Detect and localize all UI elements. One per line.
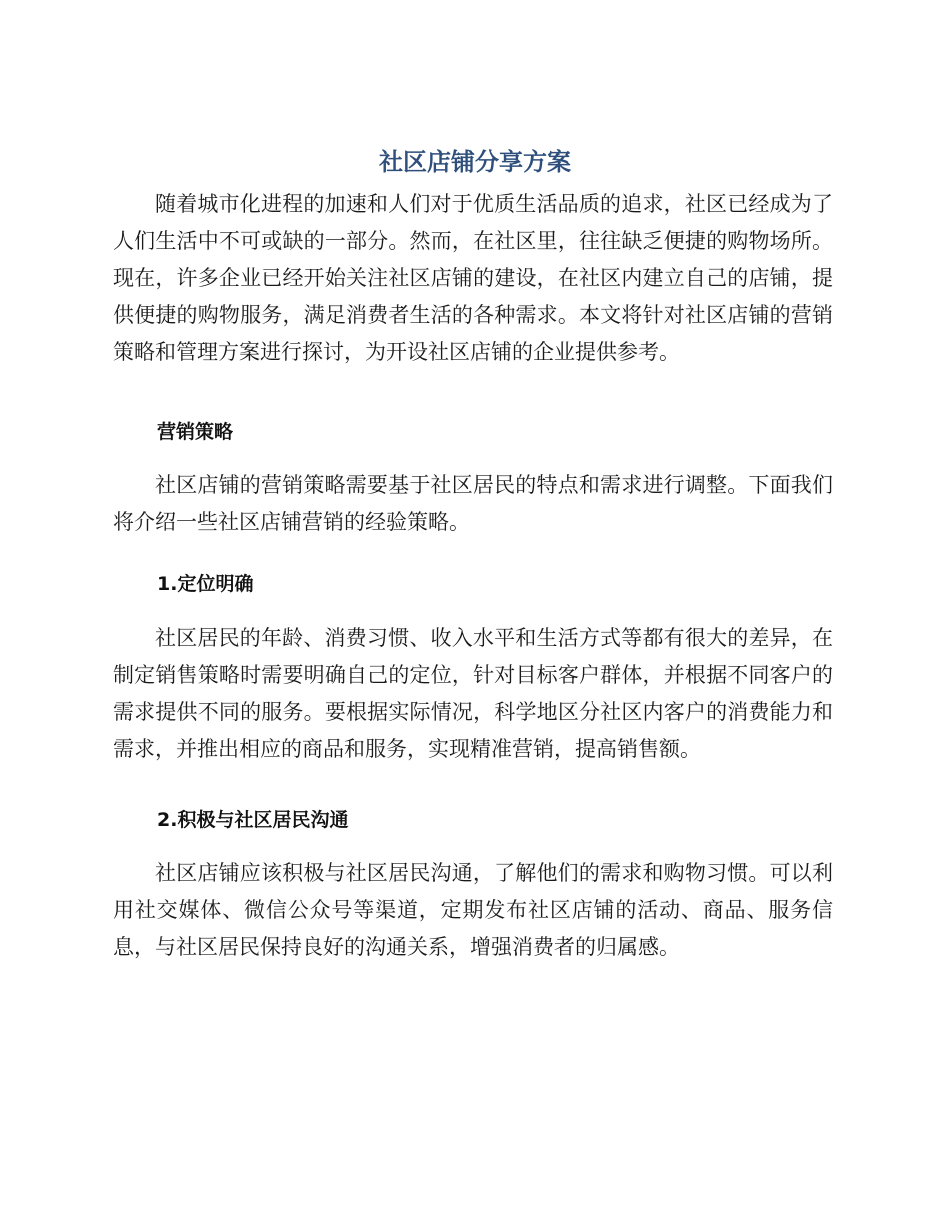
subsection-body-positioning: 社区居民的年龄、消费习惯、收入水平和生活方式等都有很大的差异，在制定销售策略时需要明确自己的定位，针对目标客户群体，并根据不同客户的需求提供不同的服务。要根据实际情况，科学地区分社区内客户的消费能力和需求，并推出相应的商品和服务，实现精准营销，提高销售额。	[113, 626, 833, 761]
intro-paragraph: 随着城市化进程的加速和人们对于优质生活品质的追求，社区已经成为了人们生活中不可或缺的一部分。然而，在社区里，往往缺乏便捷的购物场所。现在，许多企业已经开始关注社区店铺的建设，在社区内建立自己的店铺，提供便捷的购物服务，满足消费者生活的各种需求。本文将针对社区店铺的营销策略和管理方案进行探讨，为开设社区店铺的企业提供参考。	[113, 192, 833, 364]
subsection-heading-positioning: 1.定位明确	[157, 573, 254, 595]
subsection-heading-communication: 2.积极与社区居民沟通	[157, 809, 349, 831]
section-intro-paragraph: 社区店铺的营销策略需要基于社区居民的特点和需求进行调整。下面我们将介绍一些社区店铺营销的经验策略。	[113, 473, 833, 534]
document-title: 社区店铺分享方案	[379, 148, 571, 176]
subsection-body-communication: 社区店铺应该积极与社区居民沟通，了解他们的需求和购物习惯。可以利用社交媒体、微信公众号等渠道，定期发布社区店铺的活动、商品、服务信息，与社区居民保持良好的沟通关系，增强消费者的归属感。	[113, 861, 833, 959]
section-heading-marketing: 营销策略	[157, 421, 234, 443]
